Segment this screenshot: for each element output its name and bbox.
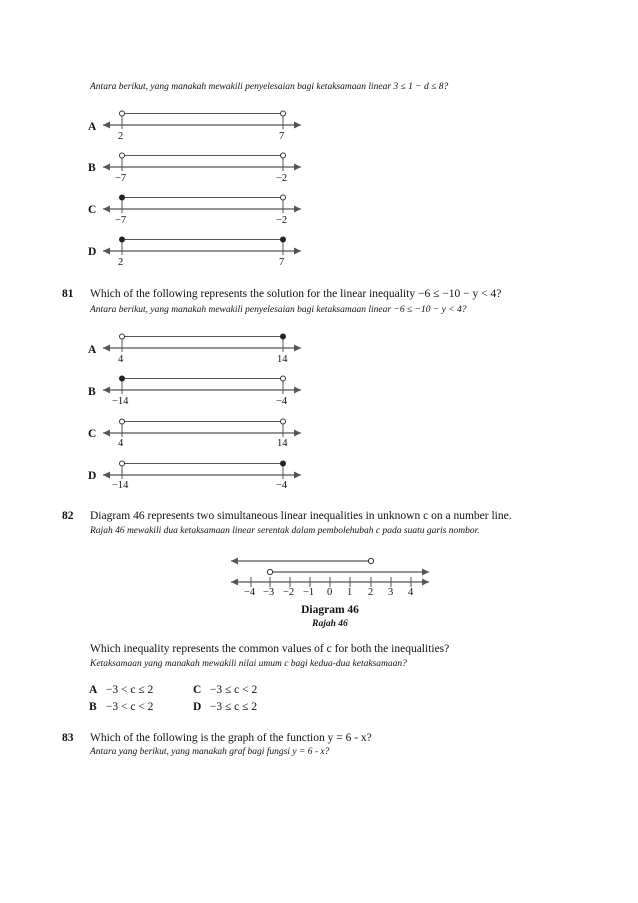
- q81-d-left-label: −14: [112, 480, 129, 491]
- diagram-caption-ms: Rajah 46: [312, 619, 348, 629]
- diagram-tick-label: 4: [408, 587, 414, 598]
- q83-number: 83: [62, 732, 74, 744]
- q80-option-d-numberline[interactable]: [98, 236, 308, 276]
- q81-b-right-label: −4: [276, 396, 288, 407]
- q82-answer-c[interactable]: [193, 684, 257, 696]
- lower-ray-open-circle: [267, 569, 272, 574]
- q81-c-left-label: 4: [118, 438, 124, 449]
- q81-option-d-letter: D: [88, 470, 97, 482]
- q80-option-b-numberline[interactable]: [98, 152, 308, 192]
- q82-number: 82: [62, 510, 74, 522]
- numberline-svg: [98, 152, 308, 192]
- answer-text: −3 ≤ c ≤ 2: [209, 701, 258, 713]
- q80-a-right-label: 7: [279, 131, 285, 142]
- answer-text: −3 < c ≤ 2: [105, 684, 154, 696]
- q81-option-a-letter: A: [88, 344, 97, 356]
- diagram-tick-label: −3: [263, 587, 275, 598]
- upper-ray-open-circle: [368, 558, 373, 563]
- lower-ray-arrow: [422, 569, 429, 576]
- q80-d-right-label: 7: [279, 257, 285, 268]
- q82-question-ms: Ketaksamaan yang manakah mewakili nilai umum c bagi kedua-dua ketaksamaan?: [90, 659, 407, 669]
- q80-option-a-letter: A: [88, 121, 97, 133]
- q80-c-left-label: −7: [115, 215, 127, 226]
- answer-text: −3 ≤ c < 2: [209, 684, 258, 696]
- q81-en-text: Which of the following represents the solution for the linear inequality −6 ≤ −10 − y < 4?: [90, 288, 502, 300]
- q82-answer-d[interactable]: [193, 701, 257, 713]
- diagram-tick-label: −2: [283, 587, 295, 598]
- numberline-svg: [98, 110, 308, 150]
- q81-c-right-label: 14: [277, 438, 288, 449]
- diagram-tick-label: 2: [368, 587, 374, 598]
- q82-question-en: Which inequality represents the common values of c for both the inequalities?: [90, 643, 450, 655]
- diagram-caption: Diagram 46: [301, 604, 359, 616]
- diagram-tick-label: 3: [388, 587, 394, 598]
- q81-option-c-letter: C: [88, 428, 97, 440]
- numberline-svg: [98, 333, 308, 373]
- q80-option-a-numberline[interactable]: [98, 110, 308, 150]
- answer-text: −3 < c < 2: [105, 701, 154, 713]
- q80-option-c-letter: C: [88, 204, 97, 216]
- diagram-tick-label: −1: [303, 587, 315, 598]
- q80-ms-text: Antara berikut, yang manakah mewakili penyelesaian bagi ketaksamaan linear 3 ≤ 1 − d ≤ 8?: [90, 82, 449, 92]
- q83-ms-text: Antara yang berikut, yang manakah graf bagi fungsi y = 6 - x?: [90, 747, 330, 757]
- answer-letter: D: [193, 701, 202, 713]
- q80-b-left-label: −7: [115, 173, 127, 184]
- q81-d-right-label: −4: [276, 480, 288, 491]
- answer-letter: A: [89, 684, 98, 696]
- q82-answer-a[interactable]: [89, 684, 153, 696]
- q80-option-b-letter: B: [88, 162, 96, 174]
- q83-en-text: Which of the following is the graph of the function y = 6 - x?: [90, 732, 372, 744]
- q82-ms-text: Rajah 46 mewakili dua ketaksamaan linear serentak dalam pembolehubah c pada suatu garis nombor.: [90, 526, 480, 536]
- q80-b-right-label: −2: [276, 173, 288, 184]
- q81-ms-text: Antara berikut, yang manakah mewakili penyelesaian bagi ketaksamaan linear −6 ≤ −10 − y < 4?: [90, 305, 467, 315]
- q80-d-left-label: 2: [118, 257, 124, 268]
- answer-letter: C: [193, 684, 202, 696]
- q81-option-a-numberline[interactable]: [98, 333, 308, 373]
- q82-answer-b[interactable]: [89, 701, 153, 713]
- q81-a-left-label: 4: [118, 354, 124, 365]
- q80-option-c-numberline[interactable]: [98, 194, 308, 234]
- q81-number: 81: [62, 288, 74, 300]
- answer-letter: B: [89, 701, 97, 713]
- diagram-tick-label: 0: [327, 587, 333, 598]
- q82-en-text: Diagram 46 represents two simultaneous linear inequalities in unknown c on a number line.: [90, 510, 512, 522]
- numberline-svg: [98, 236, 308, 276]
- q80-a-left-label: 2: [118, 131, 124, 142]
- upper-ray-arrow: [231, 558, 238, 565]
- diagram-tick-label: −4: [244, 587, 256, 598]
- q80-c-right-label: −2: [276, 215, 288, 226]
- q81-option-b-numberline[interactable]: [98, 375, 308, 415]
- q80-option-d-letter: D: [88, 246, 97, 258]
- q81-a-right-label: 14: [277, 354, 288, 365]
- q81-option-b-letter: B: [88, 386, 96, 398]
- numberline-svg: [98, 375, 308, 415]
- numberline-svg: [98, 194, 308, 234]
- diagram-tick-label: 1: [347, 587, 353, 598]
- q81-b-left-label: −14: [112, 396, 129, 407]
